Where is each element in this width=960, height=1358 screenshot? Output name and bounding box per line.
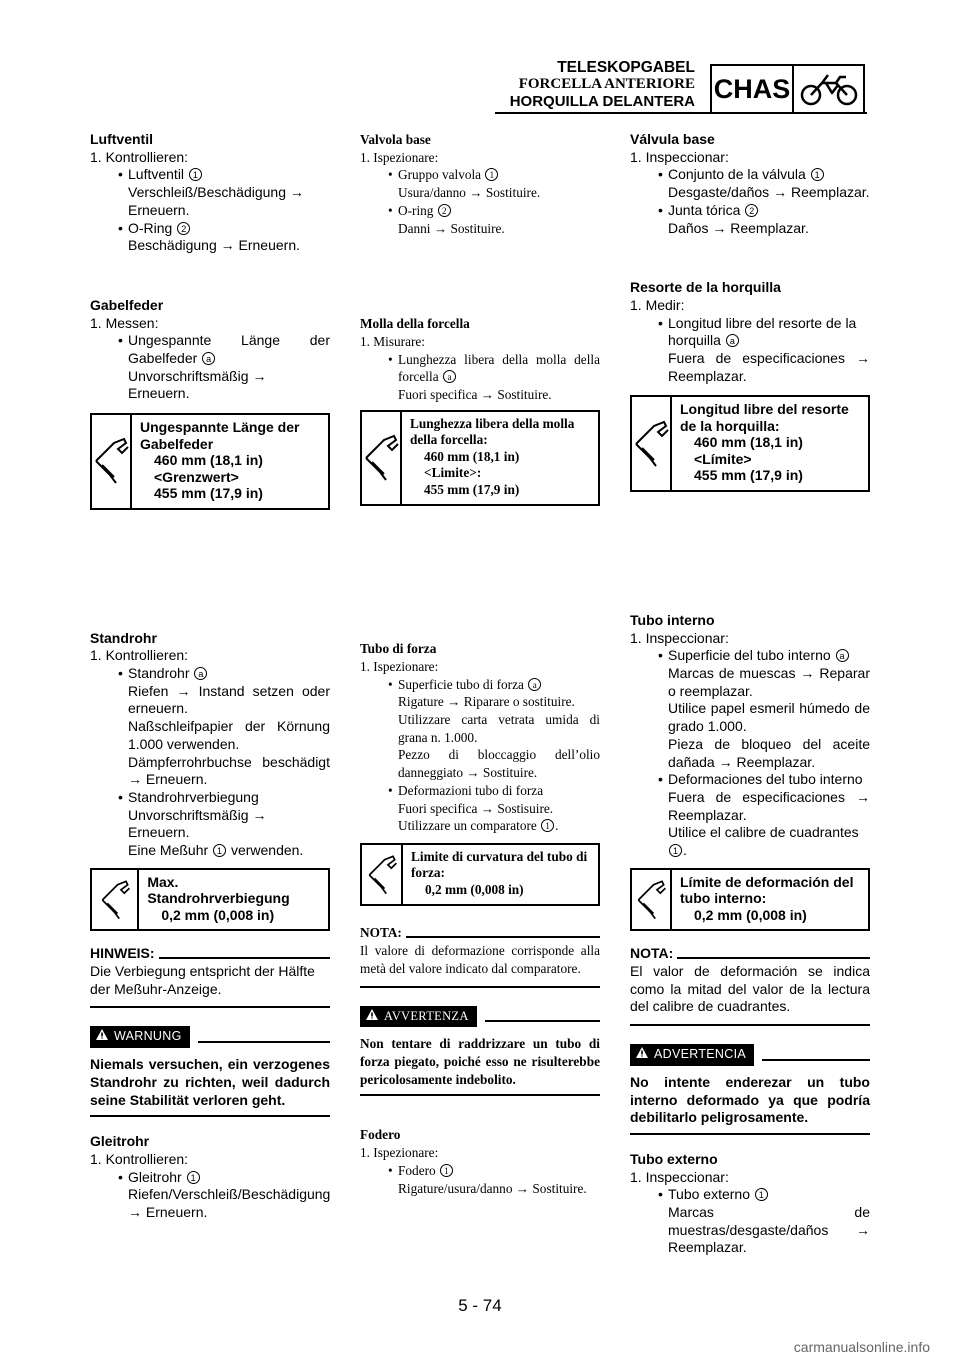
section-title: Resorte de la horquilla (630, 279, 781, 296)
bullet-detail: Fuera de especificaciones → Reemplazar. (668, 788, 870, 823)
bullet-item: • Longitud libre del resorte de la horquilla a (630, 315, 870, 350)
warning-icon (366, 1008, 378, 1026)
bullet-detail: Danni → Sostituire. (398, 220, 505, 236)
spec-box (90, 868, 330, 932)
callout-number: 1 (189, 168, 202, 181)
bullet-item: • Junta tórica 2 (630, 202, 870, 220)
column-german (90, 131, 330, 1222)
bullet-detail: Rigature → Riparare o sostituire. (398, 694, 575, 710)
bullet-detail: Daños → Reemplazar. (668, 219, 809, 236)
callout-number: 1 (440, 1164, 453, 1177)
warning-badge: AVVERTENZA (360, 1006, 477, 1028)
spec-text: Limite di curvatura del tubo di forza: 0,2 mm (0,008 in) (411, 848, 588, 897)
warning-text: No intente enderezar un tubo interno deformado ya que podría debilitarlo peligrosamente. (630, 1074, 870, 1135)
bullet-detail: Eine Meßuhr 1 verwenden. (128, 842, 304, 859)
bullet-detail: Beschädigung → Erneuern. (128, 237, 300, 254)
bullet-item: • Luftventil 1 (90, 166, 330, 184)
step: 1. Messen: (90, 314, 159, 331)
step: 1. Medir: (630, 296, 685, 313)
spec-box (630, 868, 870, 932)
step: 1. Misurare: (360, 333, 425, 349)
bullet-item: • Standrohrverbiegung (90, 789, 330, 807)
bullet-detail: Pieza de bloqueo del aceite dañada → Reemplazar. (668, 735, 870, 770)
section-title: Gabelfeder (90, 296, 164, 313)
callout-letter: a (194, 667, 207, 680)
bullet-item: • O-Ring 2 (90, 220, 330, 238)
bullet-detail: Naßschleifpapier der Körnung 1.000 verwenden. (128, 718, 330, 752)
bullet-detail: Utilizzare carta vetrata umida di grana n. 1.000. (398, 712, 600, 745)
section-title: Gleitrohr (90, 1133, 150, 1150)
section-title: Tubo interno (630, 611, 715, 628)
callout-number: 1 (541, 819, 554, 832)
section-title: Fodero (360, 1127, 401, 1143)
section-title: Molla della forcella (360, 316, 470, 332)
callout-number: 1 (669, 844, 682, 857)
watermark: carmanualsonline.info (793, 1339, 930, 1355)
warning-header (630, 1044, 870, 1066)
divider (90, 1006, 330, 1008)
callout-number: 1 (213, 844, 226, 857)
step: 1. Inspeccionar: (630, 629, 729, 646)
callout-number: 2 (745, 204, 758, 217)
spec-box (630, 395, 870, 492)
bullet-detail: Utilice papel esmeril húmedo de grado 1.000. (668, 700, 870, 735)
callout-letter: a (202, 352, 215, 365)
section-badge (710, 64, 865, 114)
spec-text: Lunghezza libera della molla della forcella: 460 mm (18,1 in) <Limite>: 455 mm (17,9 in) (410, 415, 575, 497)
section-title: Standrohr (90, 629, 157, 646)
warning-text: Non tentare di raddrizzare un tubo di forza piegato, poiché esso ne risulterebbe pericolosamente indebolito. (360, 1035, 600, 1096)
wrench-icon (362, 412, 402, 505)
warning-header (360, 1006, 600, 1028)
header-title-it: FORCELLA ANTERIORE (518, 76, 695, 92)
bullet-detail: Marcas de muescas → Reparar o reemplazar. (668, 665, 870, 699)
bullet-item: • Tubo externo 1 (630, 1186, 870, 1204)
bullet-item: • Fodero 1 (360, 1162, 600, 1180)
spec-box (90, 413, 330, 510)
callout-letter: a (443, 370, 456, 383)
header-titles (510, 59, 695, 110)
bullet-item: • Superficie tubo di forza a (360, 676, 600, 694)
bullet-detail: Fuori specifica → Sostituire. (398, 387, 552, 403)
page-number: 5 - 74 (458, 1296, 502, 1315)
spec-text: Ungespannte Länge der Gabelfeder 460 mm (18,1 in) <Grenzwert> 455 mm (17,9 in) (140, 419, 300, 502)
bullet-detail: Fuera de especificaciones → Reemplazar. (668, 350, 870, 384)
note-header: NOTA: (630, 945, 870, 963)
bullet-item: • Lunghezza libera della molla della forcella a (360, 351, 600, 386)
callout-number: 1 (811, 168, 824, 181)
bullet-detail: Riefen/Verschleiß/Beschädigung → Erneuern. (128, 1186, 331, 1221)
callout-number: 2 (438, 204, 451, 217)
callout-number: 1 (485, 168, 498, 181)
bullet-detail: Marcas de muestras/desgaste/daños → Reemplazar. (668, 1204, 870, 1256)
callout-letter: a (836, 649, 849, 662)
step: 1. Kontrollieren: (90, 1150, 189, 1167)
warning-header (90, 1026, 330, 1048)
callout-number: 2 (177, 222, 190, 235)
section-code: CHAS (712, 66, 794, 112)
spec-text: Longitud libre del resorte de la horquilla: 460 mm (18,1 in) <Límite> 455 mm (17,9 in) (680, 401, 849, 484)
warning-icon (96, 1028, 108, 1046)
warning-badge: ADVERTENCIA (630, 1044, 754, 1066)
warning-badge: WARNUNG (90, 1026, 190, 1048)
bullet-detail: Utilice el calibre de cuadrantes 1 . (668, 824, 859, 859)
bullet-item: • Deformaciones del tubo interno (630, 771, 870, 789)
spec-text: Límite de deformación del tubo interno: 0,2 mm (0,008 in) (680, 873, 854, 923)
section-title: Luftventil (90, 131, 153, 147)
bullet-item: • Superficie del tubo interno a (630, 647, 870, 665)
step: 1. Ispezionare: (360, 1145, 439, 1161)
step: 1. Ispezionare: (360, 658, 439, 674)
bullet-item: • O-ring 2 (360, 202, 600, 220)
section-title: Válvula base (630, 131, 715, 147)
bullet-detail: Utilizzare un comparatore 1 . (398, 818, 559, 834)
bullet-item: • Gleitrohr 1 (90, 1169, 330, 1187)
divider (360, 986, 600, 988)
note-header: HINWEIS: (90, 945, 330, 963)
step: 1. Ispezionare: (360, 149, 439, 165)
bullet-detail: Riefen → Instand setzen oder erneuern. (128, 682, 330, 717)
step: 1. Inspeccionar: (630, 148, 729, 165)
warning-icon (636, 1046, 648, 1064)
bullet-detail: Verschleiß/Beschädigung → (128, 184, 304, 201)
bullet-detail: Dämpferrohrbuchse beschädigt → Erneuern. (128, 753, 330, 788)
motorcycle-icon (794, 66, 863, 112)
bullet-item: • Conjunto de la válvula 1 (630, 166, 870, 184)
bullet-detail: Erneuern. (128, 201, 190, 218)
callout-number: 1 (187, 1171, 200, 1184)
bullet-detail: Unvorschriftsmäßig → Erneuern. (128, 806, 267, 841)
bullet-detail: Rigature/usura/danno → Sostituire. (398, 1180, 587, 1196)
callout-letter: a (528, 678, 541, 691)
warning-text: Niemals versuchen, ein verzogenes Standrohr zu richten, weil dadurch seine Stabilität verloren geht. (90, 1056, 330, 1117)
wrench-icon (362, 845, 403, 905)
header-title-es: HORQUILLA DELANTERA (509, 93, 695, 110)
section-title: Valvola base (360, 132, 431, 147)
bullet-detail: Usura/danno → Sostituire. (398, 185, 541, 201)
column-italian (360, 131, 600, 1197)
bullet-detail: Fuori specifica → Sostisuire. (398, 800, 554, 816)
callout-letter: a (726, 334, 739, 347)
wrench-icon (632, 397, 672, 490)
bullet-detail: Unvorschriftsmäßig → Erneuern. (128, 367, 267, 402)
spec-text: Max. Standrohrverbiegung 0,2 mm (0,008 in) (147, 873, 290, 923)
callout-number: 1 (755, 1188, 768, 1201)
bullet-item: • Gruppo valvola 1 (360, 166, 600, 184)
section-title: Tubo di forza (360, 641, 437, 657)
bullet-item: • Standrohr a (90, 665, 330, 683)
column-spanish (630, 131, 870, 1257)
step: 1. Kontrollieren: (90, 647, 189, 664)
note-text: Il valore di deformazione corrisponde alla metà del valore indicato dal comparatore. (360, 943, 600, 976)
bullet-detail: Pezzo di bloccaggio dell’olio danneggiato → Sostituire. (398, 747, 600, 781)
divider (630, 1024, 870, 1026)
wrench-icon (92, 415, 132, 508)
section-title: Tubo externo (630, 1150, 718, 1167)
wrench-icon (632, 870, 672, 930)
spec-box (360, 843, 600, 907)
note-header: NOTA: (360, 924, 600, 942)
bullet-item: • Ungespannte Länge der Gabelfeder a (90, 332, 330, 367)
bullet-detail: Desgaste/daños → Reemplazar. (668, 184, 870, 201)
step: 1. Inspeccionar: (630, 1168, 729, 1185)
note-text: El valor de deformación se indica como la mitad del valor de la lectura del calibre de cuadrantes. (630, 962, 870, 1015)
bullet-item: • Deformazioni tubo di forza (360, 782, 600, 800)
header-title-de: TELESKOPGABEL (557, 59, 695, 76)
step: 1. Kontrollieren: (90, 148, 189, 165)
wrench-icon (92, 870, 139, 930)
note-text: Die Verbiegung entspricht der Hälfte der Meßuhr-Anzeige. (90, 962, 315, 997)
spec-box (360, 410, 600, 507)
